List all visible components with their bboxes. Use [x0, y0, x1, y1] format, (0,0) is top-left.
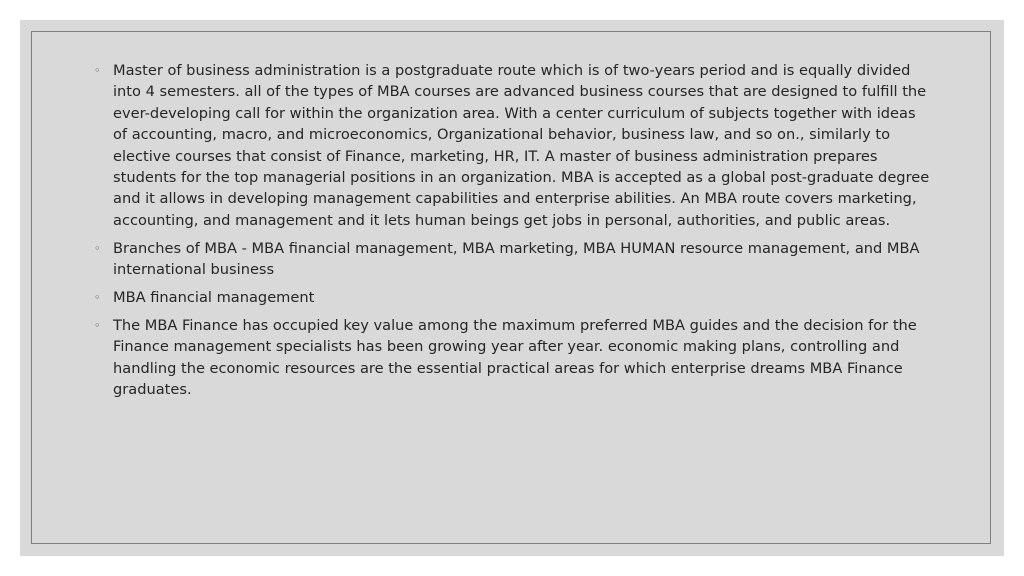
bullet-item-mba-branches	[92, 238, 932, 281]
bullet-text: Master of business administration is a postgraduate route which is of two-years period and is equally divided into 4 semesters. all of the types of MBA courses are advanced business courses that are designed to fulfill the ever-developing call for within the organization area. With a center curriculum of subjects together with ideas of accounting, macro, and microeconomics, Organizational behavior, business law, and so on., similarly to elective courses that consist of Finance, marketing, HR, IT. A master of business administration prepares students for the top managerial positions in an organization. MBA is accepted as a global post-graduate degree and it allows in developing management capabilities and enterprise abilities. An MBA route covers marketing, accounting, and management and it lets human beings get jobs in personal, authorities, and public areas.	[113, 62, 930, 229]
bullet-circle-icon: ◦	[94, 318, 101, 332]
bullet-text: The MBA Finance has occupied key value among the maximum preferred MBA guides and the decision for the Finance management specialists has been growing year after year. economic making plans, controlling and handling the economic resources are the essential practical areas for which enterprise dreams MBA Finance graduates.	[113, 316, 917, 399]
bullet-item-mba-overview	[92, 60, 932, 231]
bullet-text: MBA financial management	[113, 289, 315, 307]
bullet-text: Branches of MBA - MBA financial management, MBA marketing, MBA HUMAN resource management, and MBA international business	[113, 239, 920, 279]
bullet-circle-icon: ◦	[94, 241, 101, 255]
bullet-item-mba-finance	[92, 315, 932, 401]
bullet-item-mba-financial-management	[92, 287, 932, 308]
slide	[20, 20, 1004, 556]
bullet-circle-icon: ◦	[94, 64, 101, 77]
bullet-circle-icon: ◦	[94, 291, 101, 305]
bullet-list	[92, 60, 932, 407]
